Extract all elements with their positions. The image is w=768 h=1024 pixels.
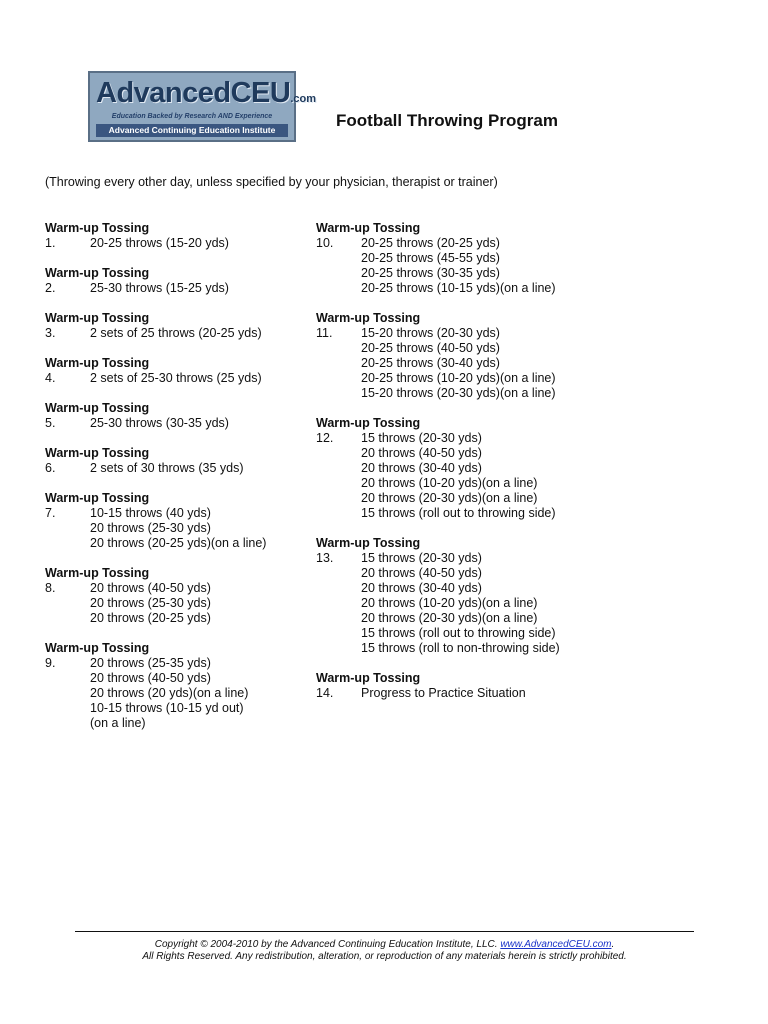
step-line bbox=[316, 356, 596, 371]
program-step bbox=[45, 311, 345, 341]
step-line bbox=[45, 536, 345, 551]
step-line bbox=[316, 251, 596, 266]
footer-divider bbox=[75, 931, 694, 932]
program-step bbox=[45, 266, 345, 296]
step-instruction: 20-25 throws (10-15 yds)(on a line) bbox=[361, 281, 556, 295]
footer-line-1: Copyright © 2004-2010 by the Advanced Continuing Education Institute, LLC. www.AdvancedCEU.com. bbox=[154, 939, 615, 950]
step-instruction: 15 throws (roll out to throwing side) bbox=[361, 626, 556, 640]
step-line bbox=[45, 371, 345, 386]
step-line bbox=[45, 581, 345, 596]
step-number: 2. bbox=[45, 281, 56, 295]
program-step bbox=[45, 356, 345, 386]
step-instruction: 20 throws (10-20 yds)(on a line) bbox=[361, 596, 538, 610]
step-line bbox=[316, 371, 596, 386]
step-heading: Warm-up Tossing bbox=[45, 446, 150, 460]
step-number: 9. bbox=[45, 656, 56, 670]
step-line bbox=[316, 386, 596, 401]
step-number: 12. bbox=[316, 431, 334, 445]
step-line bbox=[45, 671, 345, 686]
logo-tagline: Education Backed by Research AND Experience bbox=[111, 113, 273, 120]
step-line bbox=[316, 581, 596, 596]
program-step bbox=[45, 566, 345, 626]
right-column bbox=[316, 221, 596, 716]
step-instruction: 20 throws (30-40 yds) bbox=[361, 581, 482, 595]
step-number: 3. bbox=[45, 326, 56, 340]
program-step bbox=[316, 536, 596, 656]
step-instruction: 15 throws (20-30 yds) bbox=[361, 551, 482, 565]
program-step bbox=[45, 221, 345, 251]
step-instruction: 2 sets of 25-30 throws (25 yds) bbox=[90, 371, 262, 385]
step-number: 14. bbox=[316, 686, 334, 700]
step-line bbox=[316, 506, 596, 521]
step-line bbox=[45, 656, 345, 671]
program-step bbox=[45, 491, 345, 551]
program-step bbox=[316, 671, 596, 701]
step-line bbox=[316, 341, 596, 356]
step-heading: Warm-up Tossing bbox=[45, 311, 150, 325]
step-line bbox=[45, 716, 345, 731]
program-step bbox=[45, 446, 345, 476]
step-line bbox=[316, 626, 596, 641]
step-line bbox=[45, 611, 345, 626]
step-instruction: Progress to Practice Situation bbox=[361, 686, 526, 700]
step-instruction: 20 throws (20-30 yds)(on a line) bbox=[361, 491, 538, 505]
step-heading: Warm-up Tossing bbox=[316, 221, 421, 235]
step-instruction: 20 throws (20-25 yds) bbox=[90, 611, 211, 625]
step-number: 4. bbox=[45, 371, 56, 385]
step-heading: Warm-up Tossing bbox=[316, 311, 421, 325]
step-heading: Warm-up Tossing bbox=[45, 566, 150, 580]
copyright-footer bbox=[75, 939, 694, 963]
step-heading: Warm-up Tossing bbox=[45, 356, 150, 370]
logo-institute-bar: Advanced Continuing Education Institute bbox=[96, 124, 288, 137]
step-line bbox=[45, 686, 345, 701]
step-line bbox=[316, 461, 596, 476]
step-line bbox=[45, 416, 345, 431]
step-line bbox=[45, 506, 345, 521]
step-instruction: 20-25 throws (40-50 yds) bbox=[361, 341, 500, 355]
step-instruction: 20 throws (25-30 yds) bbox=[90, 596, 211, 610]
step-heading: Warm-up Tossing bbox=[316, 536, 421, 550]
step-instruction: 20 throws (10-20 yds)(on a line) bbox=[361, 476, 538, 490]
step-instruction: (on a line) bbox=[90, 716, 146, 730]
step-line bbox=[316, 641, 596, 656]
step-instruction: 15-20 throws (20-30 yds)(on a line) bbox=[361, 386, 556, 400]
step-line bbox=[45, 326, 345, 341]
step-heading: Warm-up Tossing bbox=[45, 401, 150, 415]
step-instruction: 20 throws (40-50 yds) bbox=[361, 566, 482, 580]
program-step bbox=[45, 641, 345, 731]
step-number: 5. bbox=[45, 416, 56, 430]
step-instruction: 20 throws (40-50 yds) bbox=[361, 446, 482, 460]
step-line bbox=[316, 551, 596, 566]
step-instruction: 20 throws (30-40 yds) bbox=[361, 461, 482, 475]
step-line bbox=[316, 281, 596, 296]
step-line bbox=[316, 431, 596, 446]
step-heading: Warm-up Tossing bbox=[316, 416, 421, 430]
step-instruction: 20 throws (25-30 yds) bbox=[90, 521, 211, 535]
step-line bbox=[45, 596, 345, 611]
step-line bbox=[316, 266, 596, 281]
footer-line-2: All Rights Reserved. Any redistribution, alteration, or reproduction of any materials herein is strictly prohibited. bbox=[142, 951, 627, 962]
step-instruction: 20-25 throws (30-35 yds) bbox=[361, 266, 500, 280]
step-line bbox=[45, 521, 345, 536]
step-line bbox=[316, 476, 596, 491]
step-heading: Warm-up Tossing bbox=[316, 671, 421, 685]
step-instruction: 10-15 throws (40 yds) bbox=[90, 506, 211, 520]
step-number: 13. bbox=[316, 551, 334, 565]
step-instruction: 2 sets of 30 throws (35 yds) bbox=[90, 461, 244, 475]
step-instruction: 20 throws (20 yds)(on a line) bbox=[90, 686, 249, 700]
advancedceu-logo bbox=[88, 71, 317, 142]
step-line bbox=[316, 446, 596, 461]
step-heading: Warm-up Tossing bbox=[45, 221, 150, 235]
step-number: 11. bbox=[316, 326, 333, 340]
step-instruction: 20 throws (20-25 yds)(on a line) bbox=[90, 536, 267, 550]
step-line bbox=[45, 701, 345, 716]
step-line bbox=[45, 236, 345, 251]
step-line bbox=[316, 566, 596, 581]
step-line bbox=[316, 326, 596, 341]
program-step bbox=[316, 416, 596, 521]
step-instruction: 15 throws (roll out to throwing side) bbox=[361, 506, 556, 520]
step-instruction: 10-15 throws (10-15 yd out) bbox=[90, 701, 244, 715]
step-line bbox=[45, 461, 345, 476]
step-number: 7. bbox=[45, 506, 56, 520]
step-instruction: 20-25 throws (45-55 yds) bbox=[361, 251, 500, 265]
step-instruction: 25-30 throws (15-25 yds) bbox=[90, 281, 229, 295]
step-instruction: 20-25 throws (15-20 yds) bbox=[90, 236, 229, 250]
step-line bbox=[316, 611, 596, 626]
program-step bbox=[45, 401, 345, 431]
step-line bbox=[45, 281, 345, 296]
step-instruction: 20 throws (40-50 yds) bbox=[90, 581, 211, 595]
step-number: 1. bbox=[45, 236, 56, 250]
step-instruction: 15 throws (roll to non-throwing side) bbox=[361, 641, 560, 655]
program-step bbox=[316, 311, 596, 401]
step-heading: Warm-up Tossing bbox=[45, 266, 150, 280]
step-instruction: 15-20 throws (20-30 yds) bbox=[361, 326, 500, 340]
step-instruction: 20-25 throws (30-40 yds) bbox=[361, 356, 500, 370]
step-instruction: 20-25 throws (10-20 yds)(on a line) bbox=[361, 371, 556, 385]
step-instruction: 20 throws (20-30 yds)(on a line) bbox=[361, 611, 538, 625]
advancedceu-link[interactable]: www.AdvancedCEU.com bbox=[500, 939, 612, 950]
step-instruction: 20 throws (40-50 yds) bbox=[90, 671, 211, 685]
step-number: 8. bbox=[45, 581, 56, 595]
step-number: 10. bbox=[316, 236, 334, 250]
step-line bbox=[316, 491, 596, 506]
step-number: 6. bbox=[45, 461, 56, 475]
program-step bbox=[316, 221, 596, 296]
step-instruction: 2 sets of 25 throws (20-25 yds) bbox=[90, 326, 262, 340]
step-heading: Warm-up Tossing bbox=[45, 641, 150, 655]
logo-dotcom: .com bbox=[290, 93, 317, 105]
page-title: Football Throwing Program bbox=[336, 111, 558, 130]
step-instruction: 25-30 throws (30-35 yds) bbox=[90, 416, 229, 430]
intro-note: (Throwing every other day, unless specified by your physician, therapist or trainer) bbox=[45, 175, 498, 189]
step-instruction: 15 throws (20-30 yds) bbox=[361, 431, 482, 445]
step-instruction: 20 throws (25-35 yds) bbox=[90, 656, 211, 670]
step-line bbox=[316, 236, 596, 251]
step-line bbox=[316, 686, 596, 701]
step-instruction: 20-25 throws (20-25 yds) bbox=[361, 236, 500, 250]
left-column bbox=[45, 221, 345, 746]
logo-wordmark: AdvancedCEU.com bbox=[96, 77, 317, 109]
step-line bbox=[316, 596, 596, 611]
step-heading: Warm-up Tossing bbox=[45, 491, 150, 505]
